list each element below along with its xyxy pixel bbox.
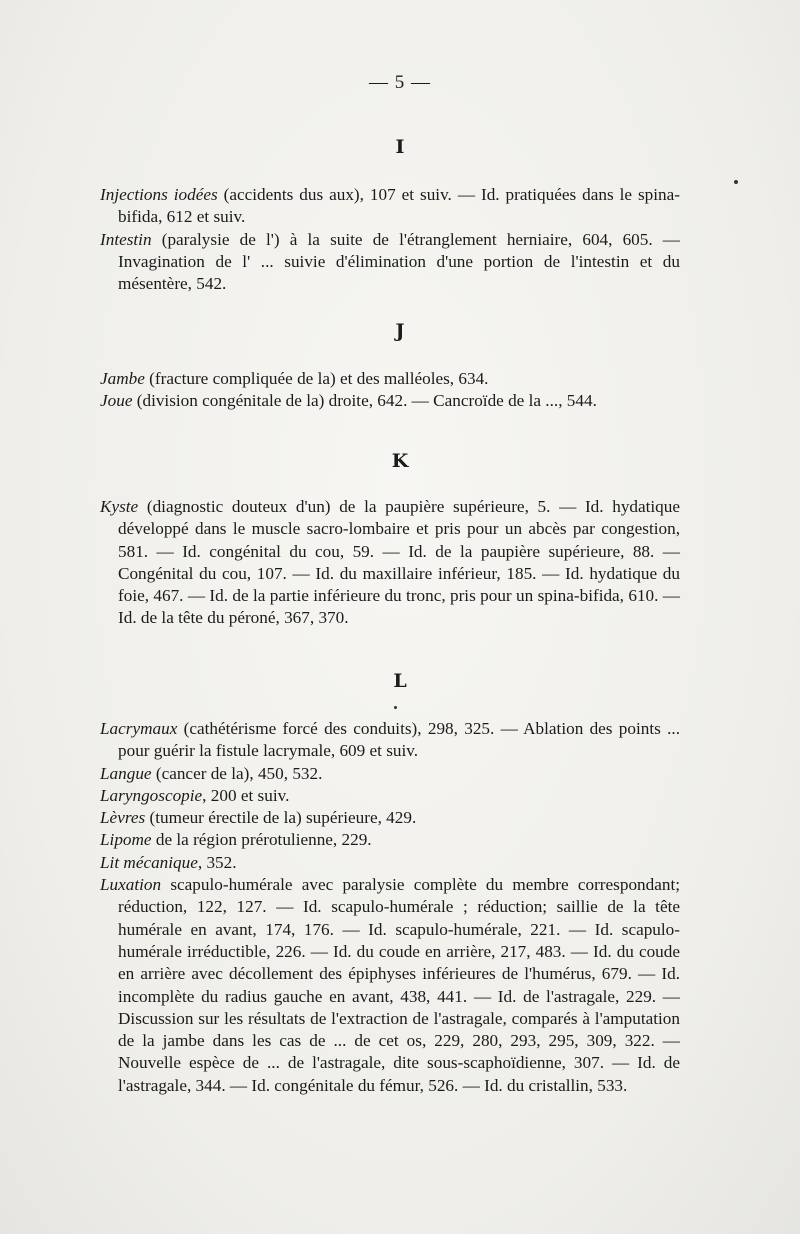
- entry-text: , 200 et suiv.: [202, 785, 290, 805]
- index-entry: [100, 852, 680, 874]
- entry-text: (cancer de la), 450, 532.: [151, 763, 323, 783]
- entry-term: Luxation: [100, 875, 162, 895]
- index-entry: [100, 763, 680, 785]
- entry-term: Jambe: [100, 369, 145, 388]
- entry-term: Intestin: [100, 229, 152, 249]
- ink-speck: [734, 180, 738, 184]
- index-entry: [100, 807, 680, 829]
- index-entry: [100, 718, 680, 763]
- entry-term: Laryngoscopie: [100, 785, 203, 805]
- ink-speck: [394, 706, 397, 709]
- section-j-entries: [100, 368, 680, 413]
- entry-text: (fracture compliquée de la) et des malléoles, 634.: [144, 369, 489, 388]
- entry-term: Lipome: [100, 830, 152, 850]
- entry-text: de la région prérotulienne, 229.: [151, 830, 372, 850]
- entry-text: (accidents dus aux), 107 et suiv. — Id. pratiquées dans le spina-bifida, 612 et suiv.: [118, 185, 680, 227]
- entry-text: (tumeur érectile de la) supérieure, 429.: [145, 808, 417, 828]
- index-entry: [100, 229, 680, 296]
- entry-term: Lit mécanique: [100, 852, 198, 872]
- index-entry: [100, 785, 680, 807]
- index-entry: [100, 496, 680, 630]
- entry-text: (diagnostic douteux d'un) de la paupière supérieure, 5. — Id. hydatique développé dans le muscle sacro-lombaire et pris pour un abcès par congestion, 581. — Id. congénital du cou, 59. — Id. de la paupière supérieure, 88. — Congénital du cou, 107. — Id. du maxillaire inférieur, 185. — Id. hydatique du foie, 467. — Id. de la partie inférieure du tronc, pris pour un spina-bifida, 610. — Id. de la tête du péroné, 367, 370.: [118, 497, 680, 628]
- entry-term: Langue: [100, 763, 152, 783]
- section-k-entries: [100, 496, 680, 630]
- section-i-entries: [100, 184, 680, 295]
- entry-term: Injections iodées: [100, 185, 218, 204]
- entry-term: Joue: [100, 391, 133, 411]
- index-entry: [100, 390, 680, 412]
- index-entry: [100, 368, 680, 390]
- entry-text: (paralysie de l') à la suite de l'étranglement herniaire, 604, 605. — Invagination de l' ... suivie d'élimination d'une portion de l'intestin et du mésentère, 542.: [118, 229, 680, 294]
- entry-text: scapulo-humérale avec paralysie complète du membre correspondant; réduction, 122, 127. — Id. scapulo-humérale ; réduction; saillie de la tête humérale en avant, 174, 176. — Id. scapulo-humérale, 221. — Id. scapulo-humérale irréductible, 226. — Id. du coude en arrière, 217, 483. — Id. du coude en arrière avec décollement des épiphyses inférieures de l'humérus, 679. — Id. incomplète du radius gauche en avant, 438, 441. — Id. de l'astragale, 229. — Discussion sur les résultats de l'extraction de l'astragale, comparés à l'amputation de la jambe dans les cas de ... de cet os, 229, 280, 293, 295, 309, 322. — Nouvelle espèce de ... de l'astragale, dite sous-scaphoïdienne, 307. — Id. de l'astragale, 344. — Id. congénitale du fémur, 526. — Id. du cristallin, 533.: [118, 875, 680, 1095]
- page-number: — 5 —: [369, 72, 431, 93]
- entry-text: (cathétérisme forcé des conduits), 298, 325. — Ablation des points ... pour guérir la fistule lacrymale, 609 et suiv.: [118, 719, 680, 761]
- index-entry: [100, 829, 680, 851]
- entry-term: Lacrymaux: [100, 719, 178, 738]
- entry-term: Kyste: [100, 497, 139, 516]
- entry-text: , 352.: [197, 852, 237, 872]
- section-letter-l: L: [393, 670, 407, 692]
- section-l-entries: [100, 718, 680, 1097]
- entry-term: Lèvres: [100, 808, 146, 828]
- section-letter-j: J: [395, 320, 405, 342]
- entry-text: (division congénitale de la) droite, 642. — Cancroïde de la ..., 544.: [132, 391, 597, 411]
- index-entry: [100, 184, 680, 229]
- section-letter-k: K: [391, 450, 409, 472]
- section-letter-i: I: [395, 136, 405, 158]
- index-entry: [100, 874, 680, 1097]
